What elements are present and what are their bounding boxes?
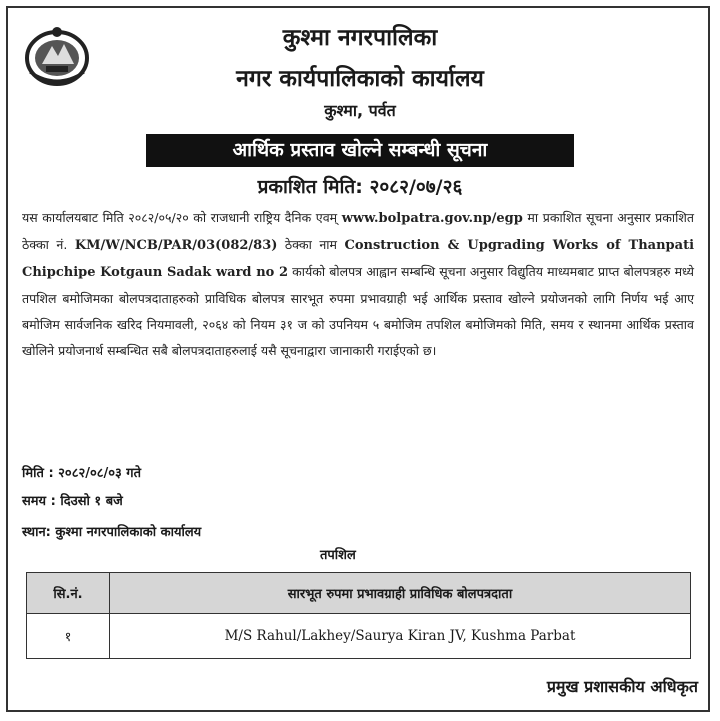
notice-title-banner: आर्थिक प्रस्ताव खोल्ने सम्बन्धी सूचना <box>146 134 574 167</box>
opening-date: मिति : २०८२/०८/०३ गते <box>22 466 141 481</box>
column-header-serial: सि.नं. <box>27 573 110 614</box>
body-part-1: यस कार्यालयबाट मिति २०८२/०५/२० को राजधानी राष्ट्रिय दैनिक एवम् <box>22 210 342 225</box>
contract-number: KM/W/NCB/PAR/03(082/83) <box>74 238 278 253</box>
published-date: प्रकाशित मिति: २०८२/०७/२६ <box>257 176 463 198</box>
bidder-table <box>26 572 691 659</box>
table-caption: तपशिल <box>320 548 356 563</box>
serial-number-cell: १ <box>27 614 110 659</box>
bidder-name-cell: M/S Rahul/Lakhey/Saurya Kiran JV, Kushma Parbat <box>110 614 691 659</box>
body-part-3: ठेक्का नाम <box>277 237 345 252</box>
body-part-2: मा प्रकाशित सूचना अनुसार प्रकाशित ठेक्का नं. <box>22 210 694 252</box>
body-part-4: कार्यको बोलपत्र आह्वान सम्बन्धि सूचना अनुसार विद्युतिय माध्यमबाट प्राप्त बोलपत्रहरु मध्ये तपशिल बमोजिमका बोलपत्रदाताहरुको प्राविधिक बोलपत्र सारभूत रुपमा प्रभावग्राही भई आर्थिक प्रस्ताव खोल्ने प्रयोजनको लागि निर्णय भई आए बमोजिम सार्वजनिक खरिद नियमावली, २०६४ को नियम ३१ ज को उपनियम ५ बमोजिम तपशिल बमोजिमको मिति, समय र स्थानमा आर्थिक प्रस्ताव खोलिने प्रयोजनार्थ सम्बन्धित सबै बोलपत्रदाताहरुलाई यसै सूचनाद्वारा जानाकारी गराईएको छ। <box>22 264 695 358</box>
notice-body <box>22 205 694 364</box>
opening-time: समय : दिउसो १ बजे <box>22 494 123 509</box>
table-row <box>27 614 691 659</box>
website-link: www.bolpatra.gov.np/egp <box>341 211 523 226</box>
contract-name: Construction & Upgrading Works of Thanpati Chipchipe Kotgaun Sadak ward no 2 <box>22 238 695 280</box>
signatory-title: प्रमुख प्रशासकीय अधिकृत <box>546 677 698 696</box>
column-header-bidder: सारभूत रुपमा प्रभावग्राही प्राविधिक बोलपत्रदाता <box>110 573 691 614</box>
office-location: कुश्मा, पर्वत <box>324 101 396 120</box>
office-name: कुश्मा नगरपालिका <box>282 25 438 51</box>
table-header-row <box>27 573 691 614</box>
opening-place: स्थान: कुश्मा नगरपालिकाको कार्यालय <box>22 525 202 540</box>
office-subtitle: नगर कार्यपालिकाको कार्यालय <box>236 66 484 92</box>
